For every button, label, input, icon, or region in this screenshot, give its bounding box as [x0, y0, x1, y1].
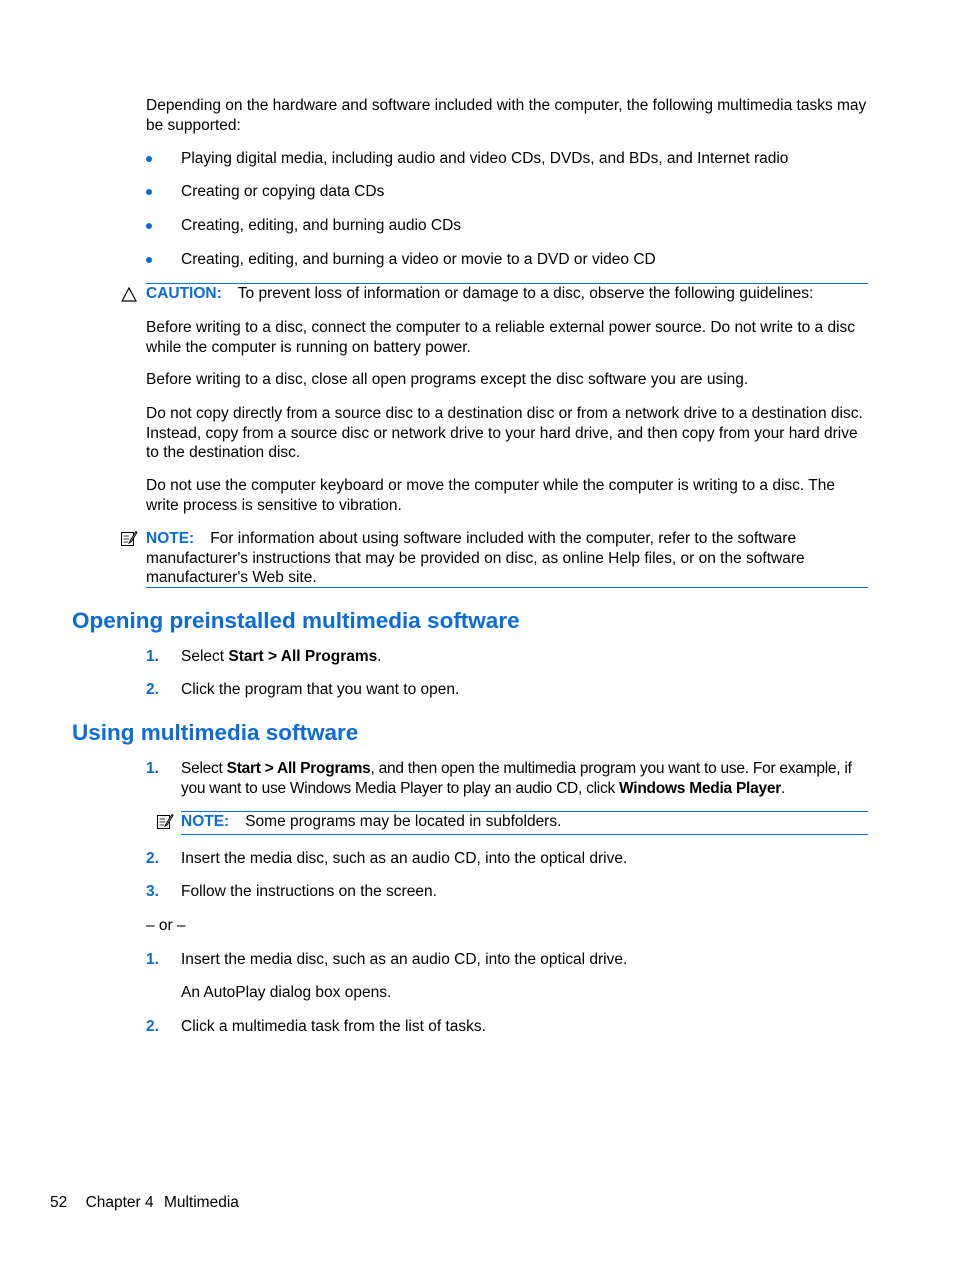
step-number: 1. — [146, 648, 159, 665]
bullet-item: Creating or copying data CDs — [181, 183, 385, 200]
note-label: NOTE: — [146, 530, 195, 547]
note-bottom-rule — [181, 834, 868, 835]
bullet-icon — [146, 189, 152, 195]
note-bottom-rule — [146, 587, 868, 588]
step-text: Select Start > All Programs, and then open the multimedia program you want to use. For example, if you want to use Windows Media Player to play an audio CD, click Windows Media Player. — [181, 760, 852, 797]
menu-path: Start > All Programs — [228, 648, 378, 665]
caution-callout — [146, 284, 868, 304]
bullet-item: Creating, editing, and burning audio CDs — [181, 217, 462, 234]
warning-triangle-icon — [121, 287, 137, 302]
caution-paragraph: Do not use the computer keyboard or move the computer while the computer is writing to a disc. The write process is sensitive to vibration. — [146, 477, 835, 514]
note-pencil-icon — [120, 530, 138, 548]
page-number: 52 — [50, 1194, 68, 1211]
caution-paragraph: Before writing to a disc, close all open programs except the disc software you are using. — [146, 371, 749, 388]
intro-paragraph: Depending on the hardware and software included with the computer, the following multimedia tasks may be supported: — [146, 97, 867, 134]
program-name: Windows Media Player — [619, 779, 781, 797]
step-number: 1. — [146, 951, 159, 968]
caution-text: To prevent loss of information or damage to a disc, observe the following guidelines: — [237, 285, 814, 302]
menu-path: Start > All Programs — [226, 760, 371, 777]
section-heading: Using multimedia software — [72, 720, 359, 745]
bullet-icon — [146, 257, 152, 263]
caution-paragraph: Before writing to a disc, connect the computer to a reliable external power source. Do not write to a disc while the computer is running on battery power. — [146, 319, 856, 356]
step-text: Click a multimedia task from the list of tasks. — [181, 1018, 486, 1035]
note-callout — [146, 529, 868, 588]
chapter-label: Chapter 4 — [85, 1194, 154, 1211]
note-text: Some programs may be located in subfolders. — [245, 813, 562, 830]
bullet-item: Creating, editing, and burning a video or movie to a DVD or video CD — [181, 251, 656, 268]
step-number: 2. — [146, 850, 159, 867]
step-number: 2. — [146, 1018, 159, 1035]
bullet-item: Playing digital media, including audio and video CDs, DVDs, and BDs, and Internet radio — [181, 150, 789, 167]
step-text: Follow the instructions on the screen. — [181, 883, 437, 900]
or-separator: – or – — [146, 917, 186, 934]
section-heading: Opening preinstalled multimedia software — [72, 608, 520, 633]
step-text: Select Start > All Programs. — [181, 648, 382, 665]
note-pencil-icon — [156, 813, 174, 831]
bullet-icon — [146, 156, 152, 162]
note-label: NOTE: — [181, 813, 230, 830]
note-text: For information about using software included with the computer, refer to the software manufacturer's instructions that may be provided on disc, as online Help files, or on the software manufacturer's Web site. — [146, 530, 805, 586]
caution-paragraph: Do not copy directly from a source disc to a destination disc or from a network drive to a destination disc. Instead, copy from a source disc or network drive to your hard drive, and then copy from your hard drive to the destination disc. — [146, 405, 863, 461]
chapter-title: Multimedia — [163, 1194, 239, 1211]
step-text: Insert the media disc, such as an audio CD, into the optical drive. — [181, 951, 628, 968]
page-footer — [50, 1193, 239, 1213]
step-text: Insert the media disc, such as an audio CD, into the optical drive. — [181, 850, 628, 867]
step-subtext: An AutoPlay dialog box opens. — [181, 984, 392, 1001]
bullet-icon — [146, 223, 152, 229]
note-callout — [181, 812, 868, 832]
step-number: 2. — [146, 681, 159, 698]
step-text: Click the program that you want to open. — [181, 681, 460, 698]
step-number: 3. — [146, 883, 159, 900]
step-number: 1. — [146, 760, 159, 777]
caution-label: CAUTION: — [146, 285, 222, 302]
